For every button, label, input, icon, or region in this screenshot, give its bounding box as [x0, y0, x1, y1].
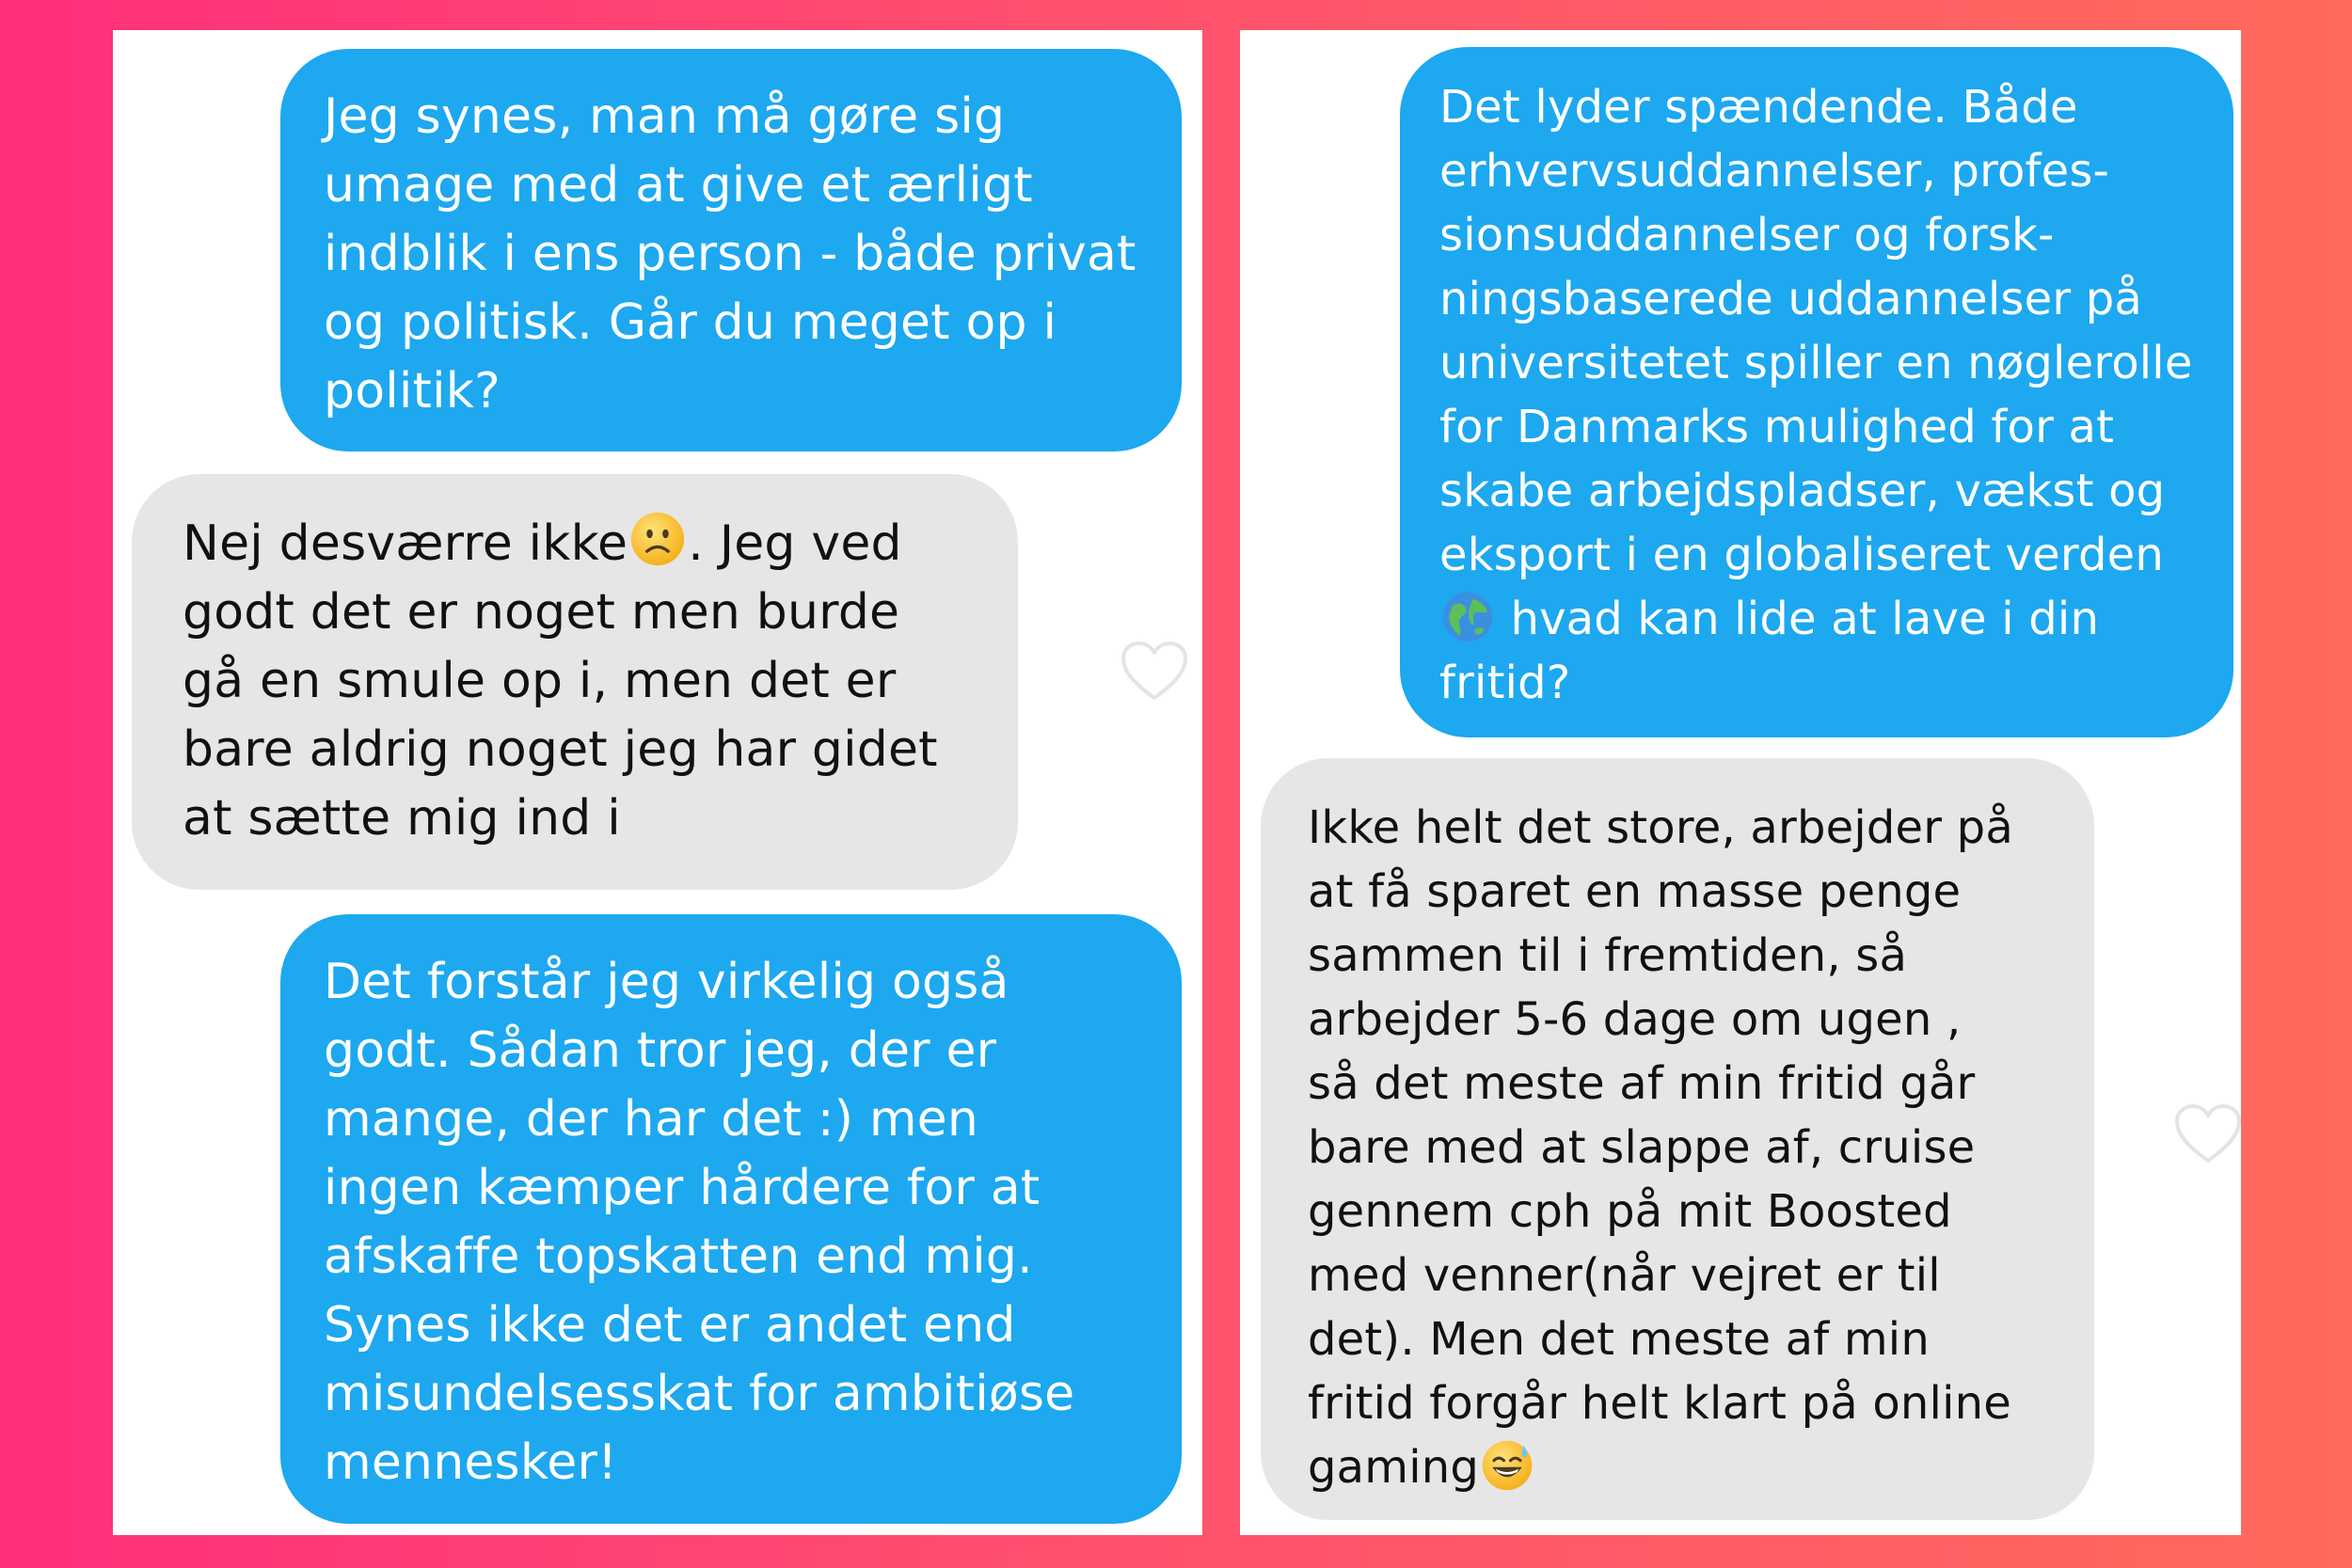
chat-panel-right: [1240, 30, 2241, 1535]
message-text: hvad kan lide at lave i din fritid?: [1439, 593, 2100, 709]
heart-outline-icon[interactable]: [1120, 640, 1189, 702]
message-bubble-sent[interactable]: [280, 914, 1182, 1524]
message-text: Nej desværre ikke: [183, 515, 628, 572]
message-text: . Jeg ved godt det er noget men burde gå en smule op i, men det er bare aldrig noget jeg har gidet at sætte mig ind i: [183, 515, 938, 847]
message-text: Det forstår jeg virkelig også godt. Sådan tror jeg, der er mange, der har det :) men ingen kæmper hårdere for at afskaffe topskatten end mig. Synes ikke det er andet end misundelsesskat for ambitiøse mennesker!: [324, 954, 1075, 1491]
slightly-frowning-face-emoji: [629, 511, 686, 567]
message-bubble-sent[interactable]: [280, 49, 1182, 451]
heart-outline-icon[interactable]: [2173, 1102, 2241, 1164]
message-text: Ikke helt det store, arbejder på at få sparet en masse penge sammen til i fremtiden, så arbejder 5-6 dage om ugen , så det meste af min fritid går bare med at slappe af, cruise gennem cph på mit Boosted med venner(når vejret er til det). Men det meste af min fritid forgår helt klart på online gaming: [1308, 801, 2013, 1494]
grinning-sweat-emoji: [1481, 1439, 1534, 1492]
message-text: Det lyder spændende. Både erhvervsuddannelser, profes- sionsuddannelser og forsk- ningsbaserede uddannelser på universitetet spiller en nøglerolle for Danmarks mulighed for at skabe arbejdspladser, vækst og eksport i en globaliseret verden: [1439, 81, 2193, 581]
chat-panel-left: [113, 30, 1202, 1535]
message-text: Jeg synes, man må gøre sig umage med at give et ærligt indblik i ens person - både privat og politisk. Går du meget op i politik?: [324, 88, 1136, 420]
message-bubble-received[interactable]: [1261, 758, 2094, 1520]
globe-emoji: [1441, 591, 1494, 643]
message-bubble-received[interactable]: [132, 474, 1018, 890]
message-bubble-sent[interactable]: [1400, 47, 2233, 737]
